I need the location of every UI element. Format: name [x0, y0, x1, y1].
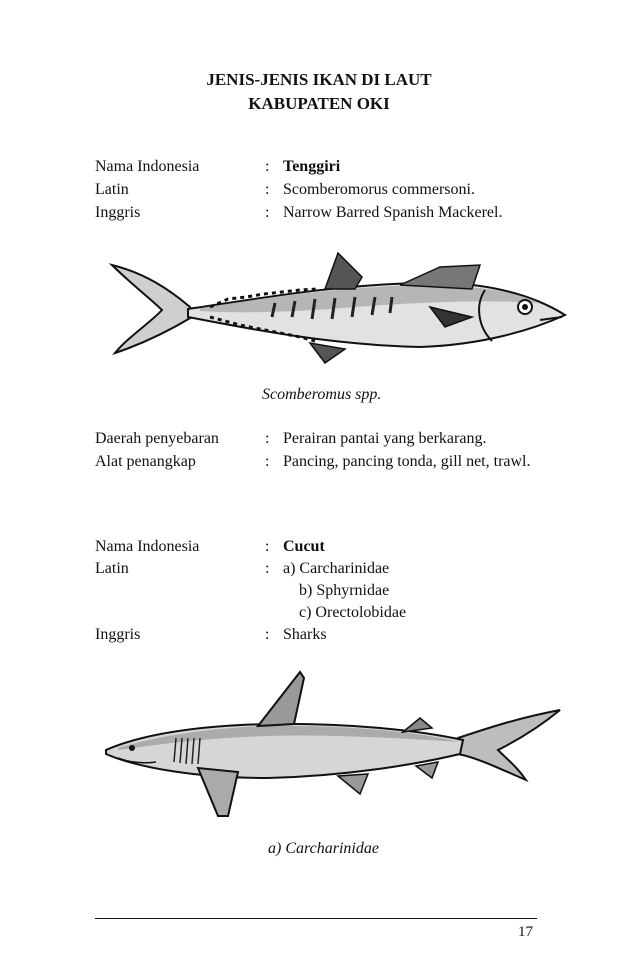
label-alat-penangkap: Alat penangkap: [95, 453, 196, 470]
colon: :: [265, 181, 270, 198]
colon: :: [265, 204, 270, 221]
colon: :: [265, 538, 270, 555]
label-nama-indonesia: Nama Indonesia: [95, 538, 200, 555]
colon: :: [265, 560, 270, 577]
mackerel-caption: Scomberomus spp.: [262, 386, 382, 403]
shark-fish-icon: [106, 672, 560, 816]
value-alat-penangkap: Pancing, pancing tonda, gill net, trawl.: [283, 453, 531, 470]
colon: :: [265, 158, 270, 175]
label-latin: Latin: [95, 560, 129, 577]
mackerel-fish-icon: [112, 253, 565, 363]
label-daerah-penyebaran: Daerah penyebaran: [95, 430, 219, 447]
mackerel-illustration: [100, 245, 575, 375]
label-inggris: Inggris: [95, 204, 141, 221]
page-title-line1: JENIS-JENIS IKAN DI LAUT: [206, 70, 432, 89]
colon: :: [265, 453, 270, 470]
shark-illustration: [98, 668, 568, 828]
value-inggris: Sharks: [283, 626, 327, 643]
value-inggris: Narrow Barred Spanish Mackerel.: [283, 204, 503, 221]
label-nama-indonesia: Nama Indonesia: [95, 158, 200, 175]
shark-caption: a) Carcharinidae: [268, 840, 379, 857]
label-latin: Latin: [95, 181, 129, 198]
page-number: 17: [518, 924, 533, 940]
value-nama-indonesia: Tenggiri: [283, 158, 341, 175]
colon: :: [265, 430, 270, 447]
value-latin: Scomberomorus commersoni.: [283, 181, 475, 198]
value-latin-c: c) Orectolobidae: [299, 604, 407, 621]
page-title-line2: KABUPATEN OKI: [248, 94, 390, 113]
value-nama-indonesia: Cucut: [283, 538, 325, 555]
value-daerah-penyebaran: Perairan pantai yang berkarang.: [283, 430, 487, 447]
colon: :: [265, 626, 270, 643]
value-latin-a: a) Carcharinidae: [283, 560, 390, 577]
label-inggris: Inggris: [95, 626, 141, 643]
value-latin-b: b) Sphyrnidae: [299, 582, 390, 599]
footer-divider: [95, 918, 537, 919]
